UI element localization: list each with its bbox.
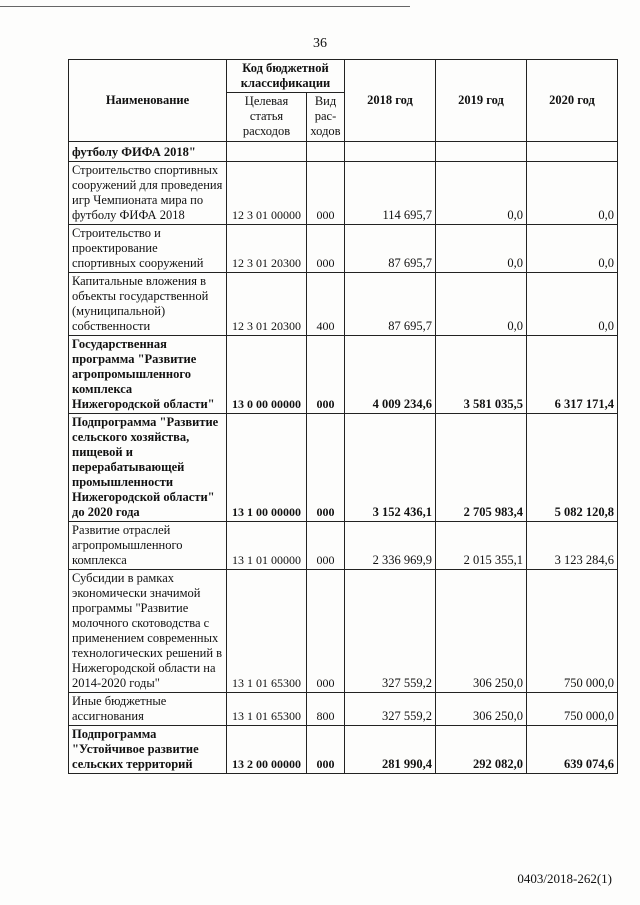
row-expense-type-cell: 000 (307, 522, 345, 570)
row-name-cell: Капитальные вложения в объекты государственной (муниципальной) собственности (69, 273, 227, 336)
header-budget-code: Код бюджетной классификации (227, 60, 345, 93)
row-2019-cell: 292 082,0 (436, 726, 527, 774)
row-2018-cell: 327 559,2 (345, 693, 436, 726)
header-target-article: Целевая статья расходов (227, 93, 307, 142)
row-expense-type-cell: 400 (307, 273, 345, 336)
document-code: 0403/2018-262(1) (517, 871, 612, 886)
header-2018: 2018 год (345, 60, 436, 142)
row-name-cell: Подпрограмма "Развитие сельского хозяйства, пищевой и перерабатывающей промышленности Нижегородской области" до 2020 года (69, 414, 227, 522)
row-target-article-cell (227, 142, 307, 162)
row-expense-type-cell: 000 (307, 336, 345, 414)
row-2020-cell: 3 123 284,6 (527, 522, 618, 570)
row-name-cell: Развитие отраслей агропромышленного комплекса (69, 522, 227, 570)
row-2020-cell: 750 000,0 (527, 693, 618, 726)
row-target-article-cell: 13 2 00 00000 (227, 726, 307, 774)
table-row (69, 225, 618, 273)
row-2018-cell: 281 990,4 (345, 726, 436, 774)
table-row (69, 414, 618, 522)
row-2019-cell: 306 250,0 (436, 570, 527, 693)
row-2018-cell: 327 559,2 (345, 570, 436, 693)
header-name: Наименование (69, 60, 227, 142)
row-name-cell: футболу ФИФА 2018" (69, 142, 227, 162)
row-2019-cell: 306 250,0 (436, 693, 527, 726)
row-2020-cell: 6 317 171,4 (527, 336, 618, 414)
row-target-article-cell: 12 3 01 20300 (227, 273, 307, 336)
table-body (69, 142, 618, 774)
table-row (69, 273, 618, 336)
row-expense-type-cell (307, 142, 345, 162)
row-2019-cell (436, 142, 527, 162)
row-target-article-cell: 13 1 01 65300 (227, 570, 307, 693)
row-expense-type-cell: 000 (307, 726, 345, 774)
row-target-article-cell: 13 1 01 00000 (227, 522, 307, 570)
row-2019-cell: 2 705 983,4 (436, 414, 527, 522)
row-2018-cell: 114 695,7 (345, 162, 436, 225)
row-2020-cell: 750 000,0 (527, 570, 618, 693)
row-2018-cell: 87 695,7 (345, 225, 436, 273)
row-target-article-cell: 12 3 01 20300 (227, 225, 307, 273)
row-target-article-cell: 13 1 00 00000 (227, 414, 307, 522)
row-name-cell: Субсидии в рамках экономически значимой программы "Развитие молочного скотоводства с применением современных технологических решений в Нижегородской области на 2014-2020 годы" (69, 570, 227, 693)
header-2019: 2019 год (436, 60, 527, 142)
header-2020: 2020 год (527, 60, 618, 142)
row-2020-cell (527, 142, 618, 162)
page-number: 36 (313, 36, 327, 51)
row-2018-cell: 87 695,7 (345, 273, 436, 336)
row-2020-cell: 5 082 120,8 (527, 414, 618, 522)
table-row (69, 570, 618, 693)
table-row (69, 162, 618, 225)
row-2020-cell: 0,0 (527, 225, 618, 273)
row-name-cell: Подпрограмма "Устойчивое развитие сельских территорий (69, 726, 227, 774)
row-name-cell: Государственная программа "Развитие агропромышленного комплекса Нижегородской области" (69, 336, 227, 414)
row-2020-cell: 0,0 (527, 273, 618, 336)
row-2019-cell: 0,0 (436, 273, 527, 336)
row-2019-cell: 0,0 (436, 225, 527, 273)
header-expense-type: Вид рас-ходов (307, 93, 345, 142)
row-2020-cell: 639 074,6 (527, 726, 618, 774)
row-target-article-cell: 12 3 01 00000 (227, 162, 307, 225)
row-target-article-cell: 13 1 01 65300 (227, 693, 307, 726)
budget-table (68, 59, 618, 774)
row-name-cell: Строительство и проектирование спортивных сооружений (69, 225, 227, 273)
top-rule (0, 6, 410, 7)
row-expense-type-cell: 800 (307, 693, 345, 726)
row-2019-cell: 2 015 355,1 (436, 522, 527, 570)
row-2018-cell: 2 336 969,9 (345, 522, 436, 570)
table-row (69, 693, 618, 726)
table-row (69, 726, 618, 774)
row-2019-cell: 0,0 (436, 162, 527, 225)
row-target-article-cell: 13 0 00 00000 (227, 336, 307, 414)
row-expense-type-cell: 000 (307, 162, 345, 225)
table-row (69, 336, 618, 414)
row-2020-cell: 0,0 (527, 162, 618, 225)
row-name-cell: Строительство спортивных сооружений для проведения игр Чемпионата мира по футболу ФИФА 2018 (69, 162, 227, 225)
table-row (69, 142, 618, 162)
row-2018-cell (345, 142, 436, 162)
row-2018-cell: 3 152 436,1 (345, 414, 436, 522)
row-expense-type-cell: 000 (307, 414, 345, 522)
row-expense-type-cell: 000 (307, 225, 345, 273)
row-name-cell: Иные бюджетные ассигнования (69, 693, 227, 726)
table-row (69, 522, 618, 570)
row-2019-cell: 3 581 035,5 (436, 336, 527, 414)
row-2018-cell: 4 009 234,6 (345, 336, 436, 414)
row-expense-type-cell: 000 (307, 570, 345, 693)
